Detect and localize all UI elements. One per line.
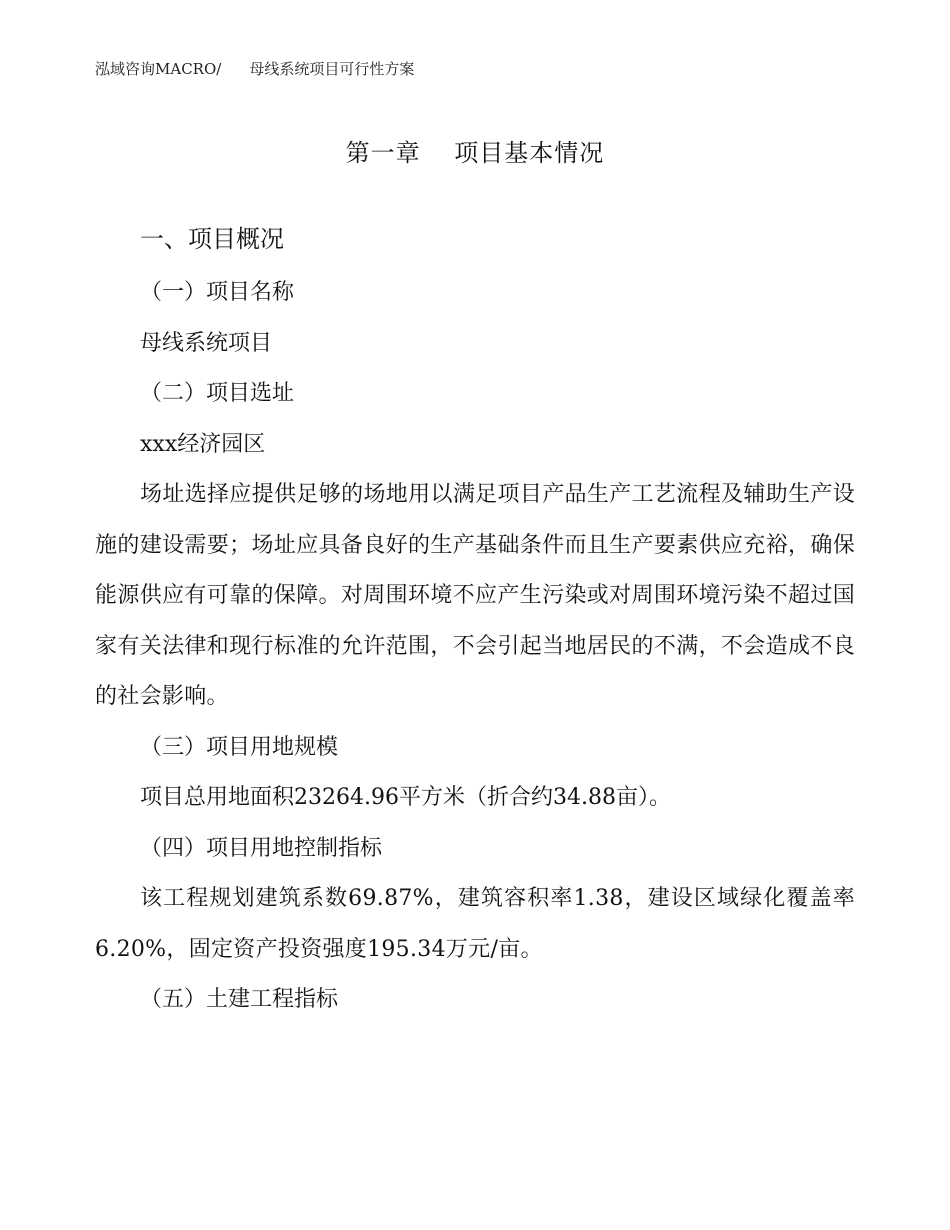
project-name: 母线系统项目 — [140, 330, 273, 356]
control-indicators-paragraph: 该工程规划建筑系数69.87%，建筑容积率1.38，建设区域绿化覆盖率6.20%，固定资产投资强度195.34万元/亩。 — [95, 886, 855, 962]
land-area-text: 项目总用地面积23264.96平方米（折合约34.88亩）。 — [140, 785, 671, 810]
section-heading: 一、项目概况 — [140, 225, 284, 253]
subsection-heading-site: （二）项目选址 — [140, 381, 295, 406]
subsection-heading-name: （一）项目名称 — [140, 280, 295, 305]
project-site: xxx经济园区 — [140, 431, 266, 457]
header-doc-title: 母线系统项目可行性方案 — [249, 60, 415, 78]
header-company: 泓域咨询MACRO/ — [95, 60, 222, 78]
subsection-heading-control: （四）项目用地控制指标 — [140, 835, 383, 861]
site-paragraph: 场址选择应提供足够的场地用以满足项目产品生产工艺流程及辅助生产设施的建设需要；场址应具备良好的生产基础条件而且生产要素供应充裕，确保能源供应有可靠的保障。对周围环境不应产生污染或对周围环境污染不超过国家有关法律和现行标准的允许范围，不会引起当地居民的不满，不会造成不良的社会影响。 — [95, 482, 855, 709]
document-body — [95, 218, 855, 1026]
running-header — [95, 58, 414, 79]
subsection-heading-civil: （五）土建工程指标 — [140, 987, 339, 1012]
chapter-title: 第一章 项目基本情况 — [345, 139, 605, 167]
subsection-heading-land: （三）项目用地规模 — [140, 734, 339, 760]
